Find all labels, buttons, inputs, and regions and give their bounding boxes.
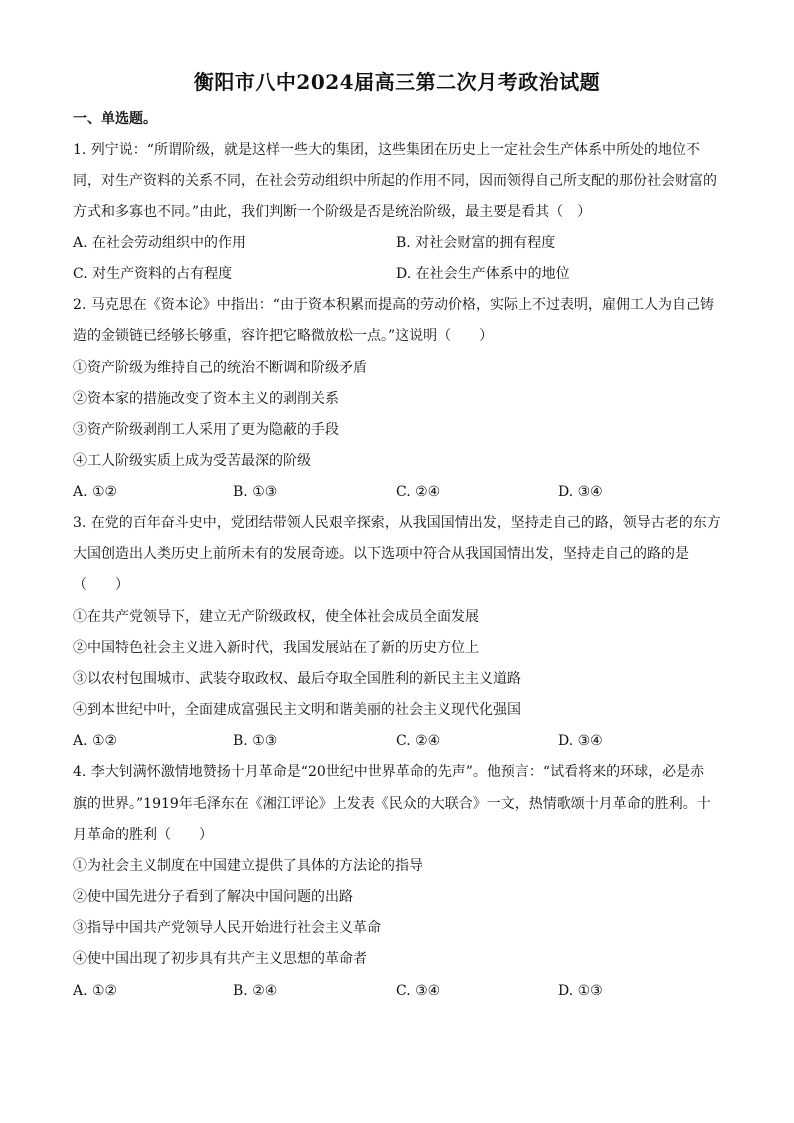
question-4-option-a: A. ①② (73, 983, 118, 999)
question-2-statement-2: ②资本家的措施改变了资本主义的剥削关系 (73, 391, 339, 407)
question-4-statement-4: ④使中国出现了初步具有共产主义思想的革命者 (73, 951, 367, 967)
question-4-line-3: 月革命的胜利（ ） (73, 827, 213, 843)
question-3-statement-4: ④到本世纪中叶，全面建成富强民主文明和谐美丽的社会主义现代化强国 (73, 702, 521, 718)
question-3-option-c: C. ②④ (396, 733, 441, 749)
question-3-statement-2: ②中国特色社会主义进入新时代，我国发展站在了新的历史方位上 (73, 640, 479, 656)
question-2-statement-3: ③资产阶级剥削工人采用了更为隐蔽的手段 (73, 422, 339, 438)
question-2-statement-1: ①资产阶级为维持自己的统治不断调和阶级矛盾 (73, 360, 367, 376)
question-3-statement-1: ①在共产党领导下，建立无产阶级政权，使全体社会成员全面发展 (73, 609, 479, 625)
question-3-statement-3: ③以农村包围城市、武装夺取政权、最后夺取全国胜利的新民主主义道路 (73, 671, 521, 687)
question-2-option-b: B. ①③ (233, 484, 278, 500)
question-1-option-b: B. 对社会财富的拥有程度 (396, 235, 556, 251)
question-2-statement-4: ④工人阶级实质上成为受苦最深的阶级 (73, 453, 311, 469)
question-4-option-b: B. ②④ (233, 983, 278, 999)
question-3-option-a: A. ①② (73, 733, 118, 749)
question-3-option-b: B. ①③ (233, 733, 278, 749)
question-3-line-2: 大国创造出人类历史上前所未有的发展奇迹。以下选项中符合从我国国情出发，坚持走自己的路的是 (73, 546, 689, 562)
question-1-option-d: D. 在社会生产体系中的地位 (396, 266, 570, 282)
question-2-option-d: D. ③④ (558, 484, 603, 500)
question-4-statement-2: ②使中国先进分子看到了解决中国问题的出路 (73, 889, 353, 905)
question-4-line-1: 4. 李大钊满怀激情地赞扬十月革命是“20世纪中世界革命的先声”。他预言：“试看将来的环球，必是赤 (73, 764, 705, 780)
question-1-option-a: A. 在社会劳动组织中的作用 (73, 235, 247, 251)
question-2-option-a: A. ①② (73, 484, 118, 500)
question-3-option-d: D. ③④ (558, 733, 603, 749)
question-2-line-2: 造的金锁链已经够长够重，容许把它略微放松一点。”这说明（ ） (73, 328, 494, 344)
exam-title: 衡阳市八中2024届高三第二次月考政治试题 (193, 70, 601, 94)
question-4-option-d: D. ①③ (558, 983, 603, 999)
question-1-option-c: C. 对生产资料的占有程度 (73, 266, 233, 282)
question-2-option-c: C. ②④ (396, 484, 441, 500)
question-3-line-1: 3. 在党的百年奋斗史中，党团结带领人民艰辛探索，从我国国情出发，坚持走自己的路，领导古老的东方 (73, 515, 721, 531)
question-4-statement-3: ③指导中国共产党领导人民开始进行社会主义革命 (73, 920, 381, 936)
question-3-line-3: （ ） (73, 577, 129, 593)
question-1-line-3: 方式和多寡也不同。”由此，我们判断一个阶级是否是统治阶级，最主要是看其（ ） (73, 204, 592, 220)
question-1-line-1: 1. 列宁说：“所谓阶级，就是这样一些大的集团，这些集团在历史上一定社会生产体系中所处的地位不 (73, 142, 700, 158)
question-2-line-1: 2. 马克思在《资本论》中指出：“由于资本积累而提高的劳动价格，实际上不过表明，雇佣工人为自己铸 (73, 297, 714, 313)
question-1-line-2: 同，对生产资料的关系不同，在社会劳动组织中所起的作用不同，因而领得自己所支配的那份社会财富的 (73, 173, 717, 189)
section-heading: 一、单选题。 (73, 111, 157, 127)
question-4-statement-1: ①为社会主义制度在中国建立提供了具体的方法论的指导 (73, 858, 423, 874)
question-4-option-c: C. ③④ (396, 983, 441, 999)
question-4-line-2: 旗的世界。”1919年毛泽东在《湘江评论》上发表《民众的大联合》一文，热情歌颂十月革命的胜利。十 (73, 796, 711, 812)
